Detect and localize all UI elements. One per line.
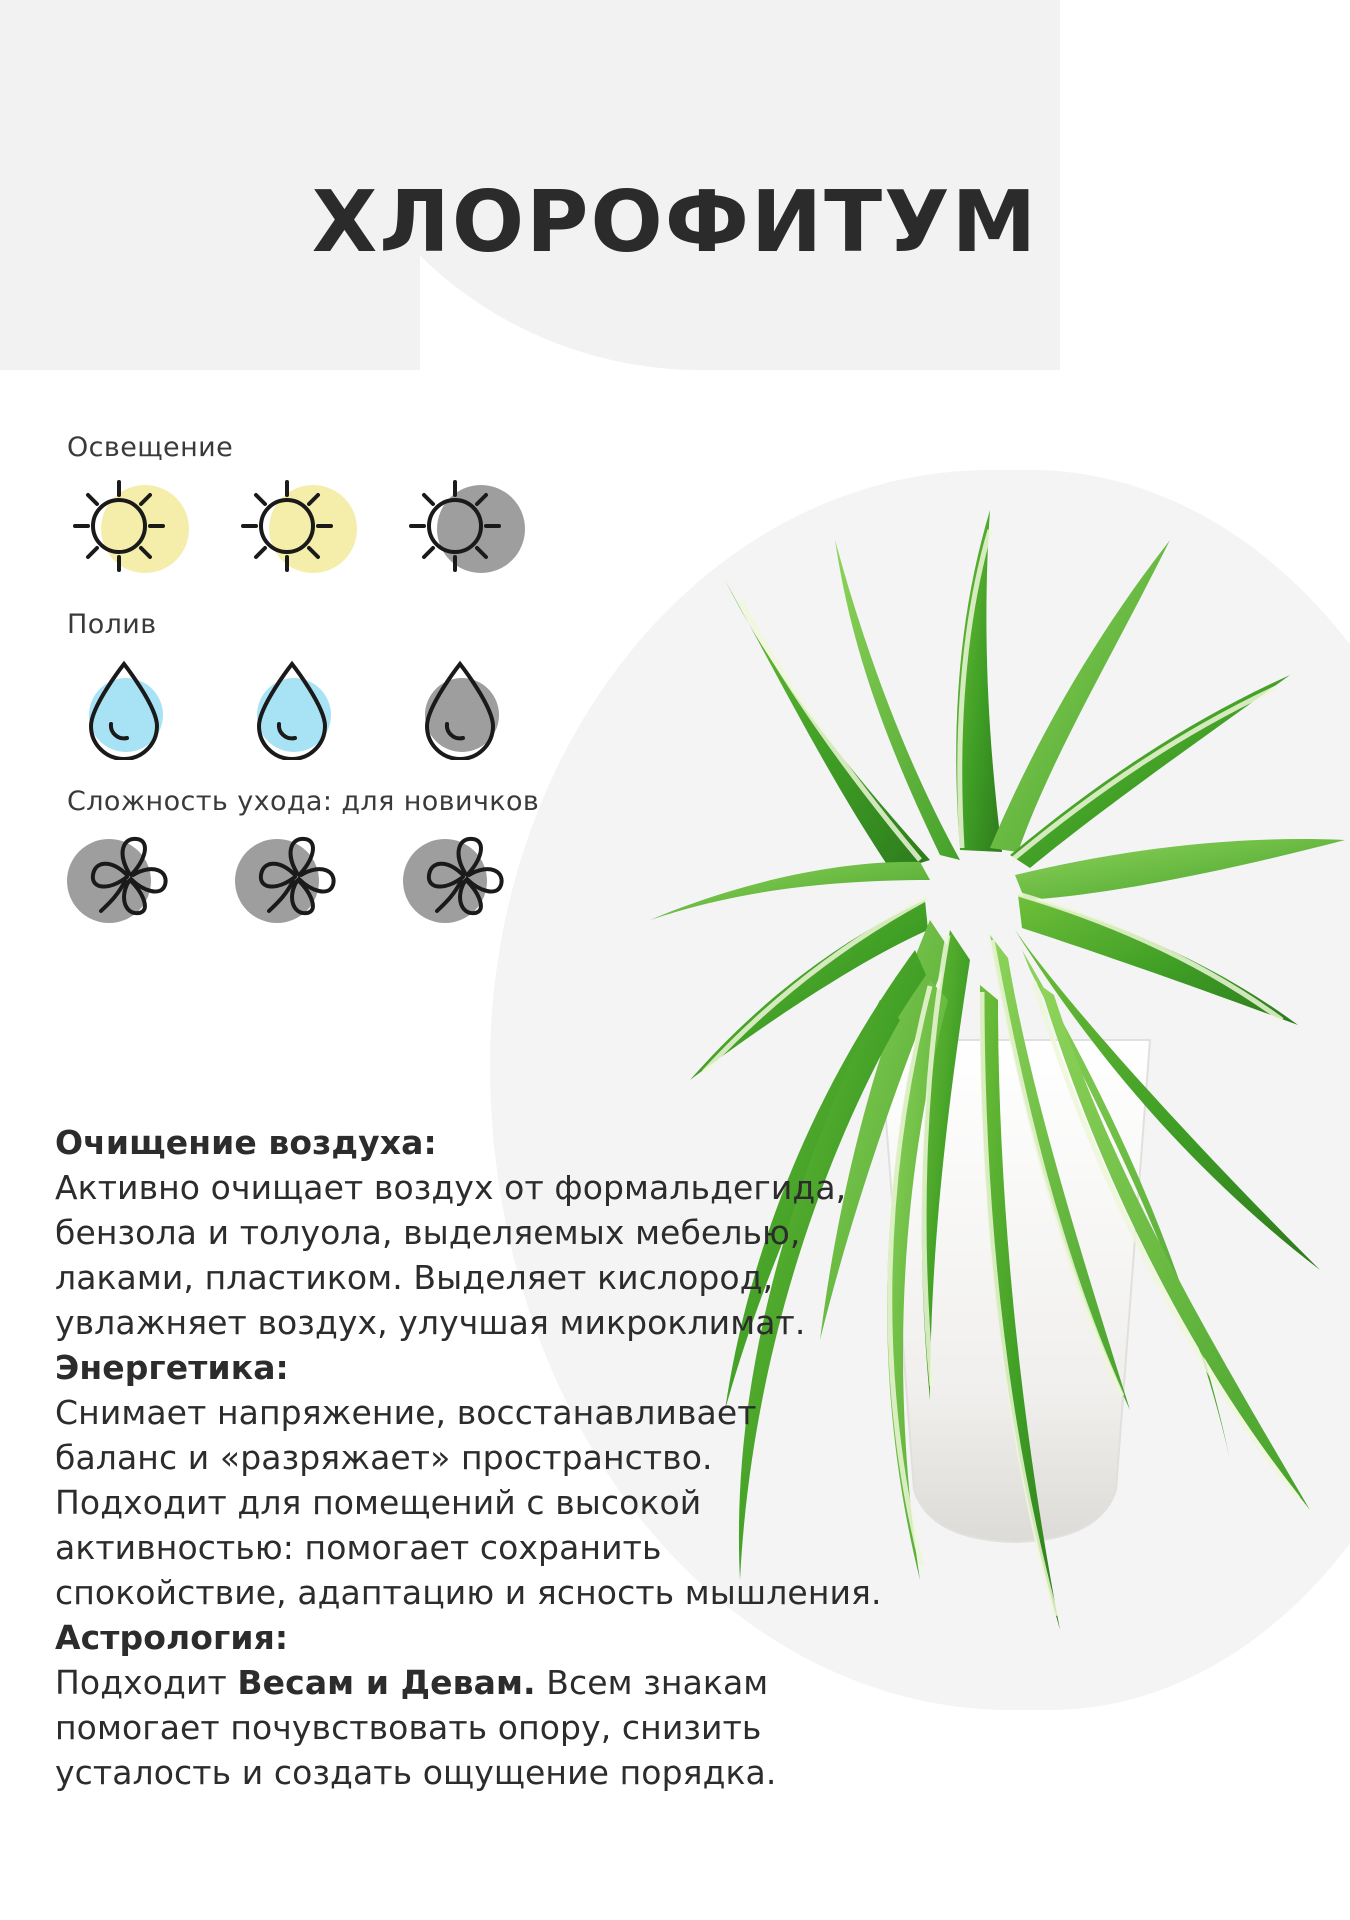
clover-icon-1 bbox=[59, 825, 189, 935]
clover-icon-2 bbox=[227, 825, 357, 935]
page-title: ХЛОРОФИТУМ bbox=[311, 173, 1039, 272]
sun-icon-2 bbox=[227, 471, 357, 581]
clover-icon bbox=[249, 831, 349, 931]
spec-row-water bbox=[59, 648, 655, 758]
sun-icon bbox=[227, 471, 357, 581]
sun-icon bbox=[395, 471, 525, 581]
section-heading-astrology: Астрология: bbox=[55, 1618, 289, 1657]
water-drop-icon-3 bbox=[395, 648, 525, 758]
clover-icon bbox=[81, 831, 181, 931]
sun-icon bbox=[59, 471, 189, 581]
spec-label-care: Сложность ухода: для новичков bbox=[67, 786, 540, 817]
spec-row-care bbox=[59, 825, 655, 935]
section-text-astrology-before: Подходит bbox=[55, 1663, 238, 1702]
spec-label-light: Освещение bbox=[67, 432, 234, 463]
section-text-air: Активно очищает воздух от формальдегида, бензола и толуола, выделяемых мебелью, лаками, пластиком. Выделяет кислород, увлажняет воздух, улучшая микроклимат. bbox=[55, 1168, 847, 1342]
clover-icon bbox=[417, 831, 517, 931]
water-drop-icon-1 bbox=[59, 648, 189, 758]
clover-icon-3 bbox=[395, 825, 525, 935]
sun-icon-3 bbox=[395, 471, 525, 581]
section-text-energy: Снимает напряжение, восстанавливает баланс и «разряжает» пространство. Подходит для помещений с высокой активностью: помогает сохранить спокойствие, адаптацию и ясность мышления. bbox=[55, 1393, 882, 1612]
section-text-astrology-after: Всем знакам помогает почувствовать опору, снизить усталость и создать ощущение порядка. bbox=[55, 1663, 777, 1792]
section-air-purification bbox=[55, 1120, 885, 1345]
section-energy bbox=[55, 1345, 885, 1615]
water-drop-icon bbox=[237, 650, 347, 760]
sun-icon-1 bbox=[59, 471, 189, 581]
section-heading-energy: Энергетика: bbox=[55, 1348, 289, 1387]
spec-list bbox=[55, 432, 655, 963]
spec-row-light bbox=[59, 471, 655, 581]
water-drop-icon bbox=[69, 650, 179, 760]
water-drop-icon-2 bbox=[227, 648, 357, 758]
spec-label-water: Полив bbox=[67, 609, 157, 640]
water-drop-icon bbox=[405, 650, 515, 760]
description-block bbox=[55, 1120, 885, 1795]
section-heading-air: Очищение воздуха: bbox=[55, 1123, 437, 1162]
section-text-astrology-signs: Весам и Девам. bbox=[237, 1663, 536, 1702]
section-astrology bbox=[55, 1615, 885, 1795]
